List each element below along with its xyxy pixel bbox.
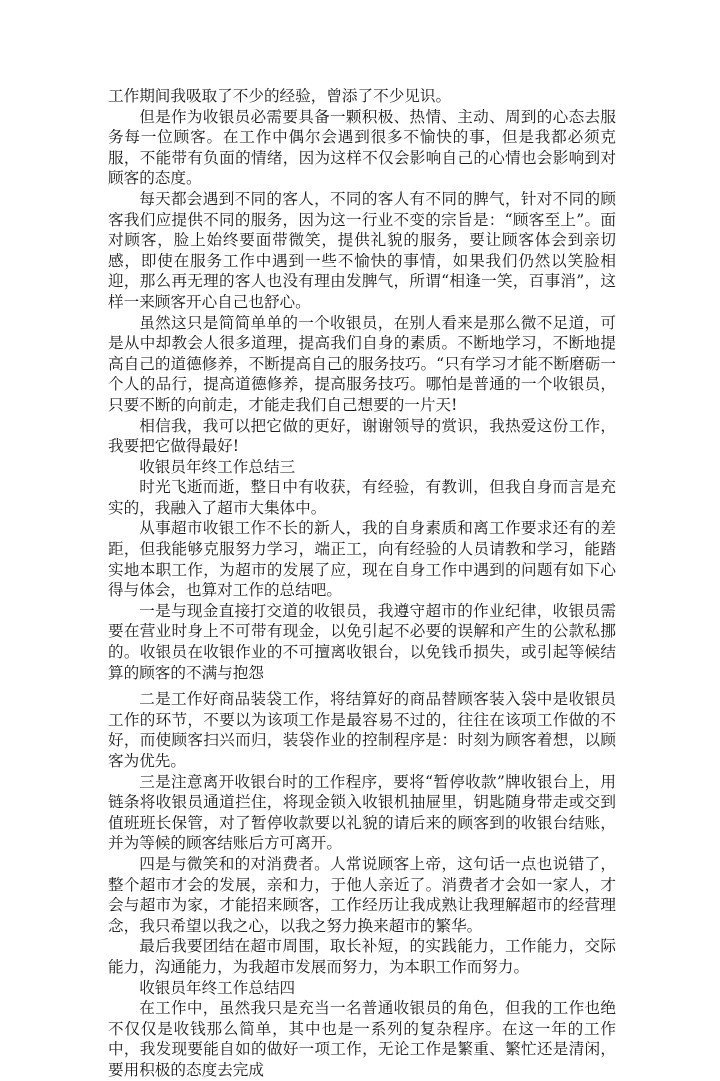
paragraph-7: 从事超市收银工作不长的新人，我的自身素质和离工作要求还有的差距，但我能够克服努力学习，端正工，向有经验的人员请教和学习，能踏实地本职工作，为超市的发展了应，现在自身工作中遇到的问题有如下心得与体会，也算对工作的总结吧。 — [108, 519, 616, 600]
paragraph-3: 每天都会遇到不同的客人，不同的客人有不同的脾气，针对不同的顾客我们应提供不同的服务，因为这一行业不变的宗旨是：“顾客至上”。面对顾客，脸上始终要面带微笑，提供礼貌的服务，要让顾客体会到亲切感，即使在服务工作中遇到一些不愉快的事情，如果我们仍然以笑脸相迎，那么再无理的客人也没有理由发脾气，所谓“相逢一笑，百事消”，这样一来顾客开心自己也舒心。 — [108, 189, 616, 311]
section-heading-3: 收银员年终工作总结三 — [139, 457, 296, 476]
section-heading-4: 收银员年终工作总结四 — [139, 978, 296, 997]
paragraph-8: 一是与现金直接打交道的收银员，我遵守超市的作业纪律，收银员需要在营业时身上不可带有现金，以免引起不必要的误解和产生的公款私挪的。收银员在收银作业的不可擅离收银台，以免钱币损失，或引起等候结算的顾客的不满与抱怨 — [108, 601, 616, 682]
paragraph-11: 四是与微笑和的对消费者。人常说顾客上帝，这句话一点也说错了，整个超市才会的发展，亲和力，于他人亲近了。消费者才会如一家人，才会与超市为家，才能招来顾客，工作经历让我成熟让我理解超市的经营理念，我只希望以我之心，以我之努力换来超市的繁华。 — [108, 854, 616, 935]
paragraph-1: 工作期间我吸取了不少的经验，曾添了不少见识。 — [108, 87, 452, 105]
document-page — [108, 86, 616, 1081]
paragraph-9: 二是工作好商品装袋工作，将结算好的商品替顾客装入袋中是收银员工作的环节，不要以为该项工作是最容易不过的，往往在该项工作做的不好，而使顾客扫兴而归，装袋作业的控制程序是：时刻为顾客着想，以顾客为优先。 — [108, 690, 616, 770]
paragraph-2: 但是作为收银员必需要具备一颗积极、热情、主动、周到的心态去服务每一位顾客。在工作中偶尔会遇到很多不愉快的事，但是我都必须克服，不能带有负面的情绪，因为这样不仅会影响自己的心情也会影响到对顾客的态度。 — [108, 107, 616, 188]
paragraph-5: 相信我，我可以把它做的更好，谢谢领导的赏识，我热爱这份工作，我要把它做得最好! — [108, 416, 616, 456]
paragraph-13: 在工作中，虽然我只是充当一名普通收银员的角色，但我的工作也绝不仅仅是收钱那么简单，其中也是一系列的复杂程序。在这一年的工作中，我发现要能自如的做好一项工作，无论工作是繁重、繁忙还是清闲，要用积极的态度去完成 — [108, 999, 616, 1079]
paragraph-12: 最后我要团结在超市周围，取长补短，的实践能力，工作能力，交际能力，沟通能力，为我超市发展而努力，为本职工作而努力。 — [108, 937, 616, 976]
paragraph-4: 虽然这只是简简单单的一个收银员，在别人看来是那么微不足道，可是从中却教会人很多道理，提高我们自身的素质。不断地学习，不断地提高自己的道德修养，不断提高自己的服务技巧。“只有学习才能不断磨砺一个人的品行，提高道德修养，提高服务技巧。哪怕是普通的一个收银员，只要不断的向前走，才能走我们自己想要的一片天! — [108, 313, 616, 414]
paragraph-10: 三是注意离开收银台时的工作程序，要将“暂停收款”牌收银台上，用链条将收银员通道拦住，将现金锁入收银机抽屉里，钥匙随身带走或交到值班班长保管，对了暂停收款要以礼貌的请后来的顾客到的收银台结账，并为等候的顾客结账后方可离开。 — [108, 772, 616, 853]
paragraph-6: 时光飞逝而逝，整日中有收获，有经验，有教训，但我自身而言是充实的，我融入了超市大集体中。 — [108, 478, 616, 517]
